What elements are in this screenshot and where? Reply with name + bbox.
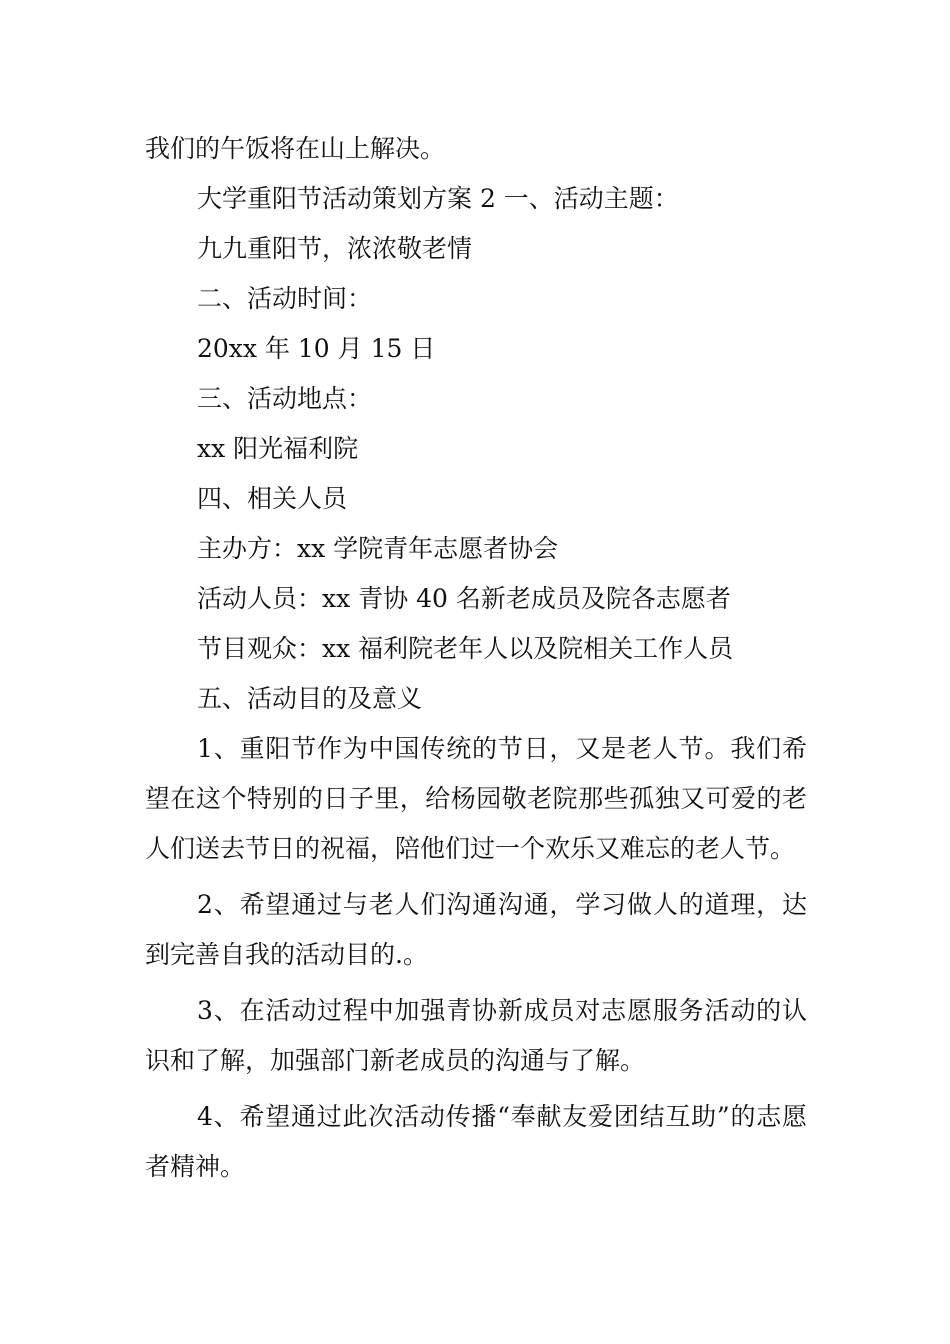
- paragraph-organizer: 主办方：xx 学院青年志愿者协会: [197, 534, 559, 563]
- paragraph-purpose-2: 2、希望通过与老人们沟通沟通，学习做人的道理，达到完善自我的活动目的.。: [145, 890, 807, 969]
- paragraph-purpose-3: 3、在活动过程中加强青协新成员对志愿服务活动的认识和了解，加强部门新老成员的沟通与了解。: [145, 996, 807, 1075]
- paragraph-purpose-1: 1、重阳节作为中国传统的节日，又是老人节。我们希望在这个特别的日子里，给杨园敬老院那些孤独又可爱的老人们送去节日的祝福，陪他们过一个欢乐又难忘的老人节。: [145, 734, 807, 863]
- paragraph-purpose-4: 4、希望通过此次活动传播“奉献友爱团结互助”的志愿者精神。: [145, 1102, 807, 1181]
- paragraph-participants: 活动人员：xx 青协 40 名新老成员及院各志愿者: [197, 584, 731, 613]
- paragraph-plan-title: 大学重阳节活动策划方案 2 一、活动主题：: [197, 184, 679, 213]
- heading-related-people: 四、相关人员: [197, 484, 348, 513]
- paragraph-location: xx 阳光福利院: [197, 434, 359, 463]
- paragraph-audience: 节目观众：xx 福利院老年人以及院相关工作人员: [197, 634, 734, 663]
- heading-activity-time: 二、活动时间：: [197, 284, 373, 313]
- paragraph-date: 20xx 年 10 月 15 日: [197, 334, 436, 363]
- paragraph-lunch: 我们的午饭将在山上解决。: [145, 134, 446, 163]
- document-body: [145, 124, 807, 1192]
- paragraph-theme: 九九重阳节，浓浓敬老情: [197, 234, 473, 263]
- heading-activity-location: 三、活动地点：: [197, 384, 373, 413]
- heading-purpose: 五、活动目的及意义: [197, 684, 423, 713]
